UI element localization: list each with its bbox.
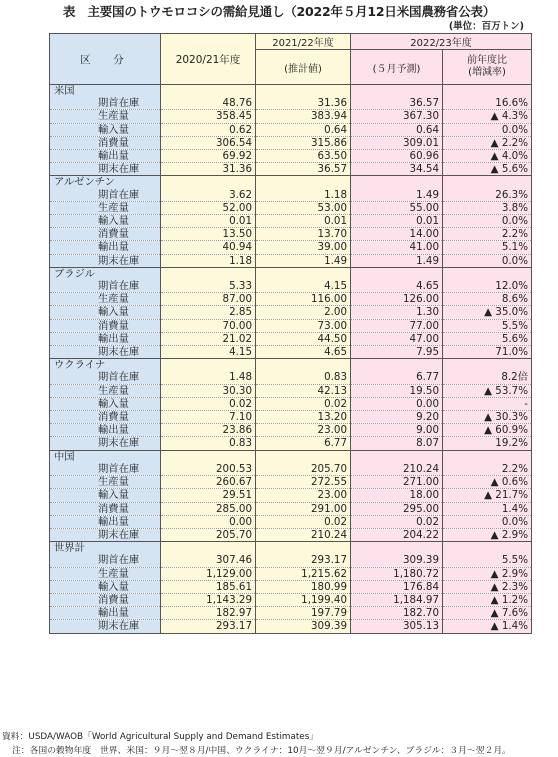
value-2020-21: 13.50 [161,228,256,241]
value-2022-23: 47.00 [351,332,443,345]
table-row [50,136,532,149]
value-2022-23: 18.00 [351,489,443,502]
row-label: 輸出量 [50,241,161,254]
value-yoy-change: ▲ 21.7% [443,489,532,502]
value-2021-22: 1.49 [256,254,351,267]
value-yoy-change: ▲ 4.3% [443,110,532,123]
table-row [50,515,532,528]
source-note: 資料：USDA/WAOB「World Agricultural Supply and Demand Estimates」 [2,732,319,742]
value-2022-23: 7.95 [351,346,443,359]
value-2022-23: 367.30 [351,110,443,123]
table-row [50,346,532,359]
row-label: 生産量 [50,384,161,397]
header-yoy-line1: 前年度比 [467,55,507,66]
value-2020-21: 285.00 [161,502,256,515]
value-yoy-change: ▲ 53.7% [443,384,532,397]
header-may-forecast: (５月予測) [351,50,443,85]
table-row [50,567,532,580]
value-2020-21: 1.48 [161,371,256,384]
table-row [50,319,532,332]
value-2020-21: 307.46 [161,554,256,567]
value-2022-23: 34.54 [351,163,443,176]
row-label: 期首在庫 [50,554,161,567]
value-2020-21: 1,129.00 [161,567,256,580]
value-2022-23: 60.96 [351,150,443,163]
value-2021-22: 0.01 [256,215,351,228]
row-label: 生産量 [50,567,161,580]
value-2021-22: 180.99 [256,580,351,593]
value-2021-22: 210.24 [256,528,351,541]
value-2022-23: 1.30 [351,306,443,319]
value-2021-22: 309.39 [256,620,351,633]
row-label: 輸出量 [50,150,161,163]
row-label: 輸入量 [50,215,161,228]
table-row [50,228,532,241]
value-2022-23: 309.39 [351,554,443,567]
table-row [50,593,532,606]
value-2022-23: 1,180.72 [351,567,443,580]
value-yoy-change: ▲ 1.4% [443,620,532,633]
header-estimate: (推計値) [256,50,351,85]
value-2021-22: 4.65 [256,346,351,359]
value-2022-23: 210.24 [351,463,443,476]
value-2020-21: 52.00 [161,201,256,214]
table-row [50,306,532,319]
empty-cell [161,359,256,372]
row-label: 輸入量 [50,123,161,136]
table-row [50,620,532,633]
table-row [50,463,532,476]
value-yoy-change: 16.6% [443,97,532,110]
table-row [50,502,532,515]
value-2020-21: 182.97 [161,607,256,620]
table-row [50,201,532,214]
value-2021-22: 42.13 [256,384,351,397]
value-yoy-change: 8.2倍 [443,371,532,384]
value-2021-22: 315.86 [256,136,351,149]
value-2021-22: 1,199.40 [256,593,351,606]
country-name: ブラジル [50,267,161,280]
row-label: 期末在庫 [50,163,161,176]
value-2020-21: 0.83 [161,437,256,450]
empty-cell [161,267,256,280]
value-yoy-change: ▲ 2.9% [443,567,532,580]
empty-cell [351,542,443,555]
value-2021-22: 4.15 [256,280,351,293]
row-label: 消費量 [50,502,161,515]
value-2020-21: 260.67 [161,476,256,489]
row-label: 生産量 [50,293,161,306]
empty-cell [443,542,532,555]
header-2021-22: 2021/22年度 [256,34,351,50]
value-2021-22: 293.17 [256,554,351,567]
value-2020-21: 1,143.29 [161,593,256,606]
value-2022-23: 36.57 [351,97,443,110]
value-2020-21: 0.00 [161,515,256,528]
value-yoy-change: 2.2% [443,463,532,476]
value-2022-23: 55.00 [351,201,443,214]
value-yoy-change: - [443,397,532,410]
table-row [50,580,532,593]
table-row [50,424,532,437]
empty-cell [256,542,351,555]
empty-cell [443,359,532,372]
value-yoy-change: ▲ 2.2% [443,136,532,149]
header-yoy [443,50,532,85]
table-title: 表 主要国のトウモロコシの需給見通し（2022年５月12日米国農務省公表） [62,4,496,19]
value-2021-22: 31.36 [256,97,351,110]
empty-cell [351,450,443,463]
row-label: 期末在庫 [50,254,161,267]
table-row [50,150,532,163]
country-name: アルゼンチン [50,176,161,189]
row-label: 輸入量 [50,306,161,319]
value-2022-23: 77.00 [351,319,443,332]
row-label: 生産量 [50,476,161,489]
value-2021-22: 291.00 [256,502,351,515]
value-yoy-change: 71.0% [443,346,532,359]
value-2022-23: 309.01 [351,136,443,149]
value-2020-21: 40.94 [161,241,256,254]
value-2021-22: 0.64 [256,123,351,136]
header-2020-21: 2020/21年度 [161,34,256,85]
value-2021-22: 272.55 [256,476,351,489]
row-label: 期末在庫 [50,437,161,450]
value-2022-23: 0.00 [351,397,443,410]
empty-cell [161,176,256,189]
value-2021-22: 383.94 [256,110,351,123]
table-row [50,97,532,110]
value-2022-23: 8.07 [351,437,443,450]
value-2022-23: 0.64 [351,123,443,136]
value-2022-23: 0.01 [351,215,443,228]
value-2020-21: 1.18 [161,254,256,267]
value-2021-22: 0.83 [256,371,351,384]
value-yoy-change: 1.4% [443,502,532,515]
table-row [50,384,532,397]
value-2021-22: 13.70 [256,228,351,241]
value-2022-23: 1.49 [351,189,443,202]
table-row [50,489,532,502]
value-yoy-change: 3.8% [443,201,532,214]
row-label: 期末在庫 [50,528,161,541]
value-2022-23: 182.70 [351,607,443,620]
table-header [50,34,532,85]
value-2022-23: 6.77 [351,371,443,384]
value-2020-21: 185.61 [161,580,256,593]
table-row [50,241,532,254]
country-header-row [50,267,532,280]
country-name: 世界計 [50,542,161,555]
empty-cell [256,267,351,280]
value-2022-23: 1.49 [351,254,443,267]
value-2020-21: 3.62 [161,189,256,202]
empty-cell [443,267,532,280]
row-label: 輸入量 [50,580,161,593]
table-row [50,411,532,424]
value-2022-23: 9.00 [351,424,443,437]
value-2021-22: 1,215.62 [256,567,351,580]
value-2022-23: 19.50 [351,384,443,397]
header-2022-23: 2022/23年度 [351,34,532,50]
unit-note: (単位：百万トン) [448,21,524,32]
value-2022-23: 204.22 [351,528,443,541]
value-2021-22: 205.70 [256,463,351,476]
value-2021-22: 53.00 [256,201,351,214]
empty-cell [256,176,351,189]
value-2021-22: 2.00 [256,306,351,319]
table-row [50,397,532,410]
value-2022-23: 14.00 [351,228,443,241]
value-yoy-change: ▲ 1.2% [443,593,532,606]
row-label: 生産量 [50,201,161,214]
row-label: 輸出量 [50,515,161,528]
value-2020-21: 29.51 [161,489,256,502]
value-yoy-change: 0.0% [443,254,532,267]
value-yoy-change: 0.0% [443,215,532,228]
value-2020-21: 48.76 [161,97,256,110]
value-2021-22: 116.00 [256,293,351,306]
value-2022-23: 176.84 [351,580,443,593]
value-2021-22: 39.00 [256,241,351,254]
supply-demand-table [49,33,532,634]
country-header-row [50,359,532,372]
empty-cell [443,85,532,98]
table-row [50,437,532,450]
value-2021-22: 197.79 [256,607,351,620]
empty-cell [351,85,443,98]
country-name: 中国 [50,450,161,463]
row-label: 消費量 [50,228,161,241]
value-2021-22: 63.50 [256,150,351,163]
value-2020-21: 0.01 [161,215,256,228]
value-2022-23: 9.20 [351,411,443,424]
value-yoy-change: ▲ 2.3% [443,580,532,593]
value-2020-21: 293.17 [161,620,256,633]
value-2021-22: 0.02 [256,397,351,410]
value-2021-22: 23.00 [256,489,351,502]
value-yoy-change: ▲ 5.6% [443,163,532,176]
value-2021-22: 6.77 [256,437,351,450]
row-label: 消費量 [50,319,161,332]
row-label: 輸出量 [50,332,161,345]
empty-cell [351,267,443,280]
value-yoy-change: 5.1% [443,241,532,254]
table-row [50,110,532,123]
value-2022-23: 126.00 [351,293,443,306]
row-label: 消費量 [50,136,161,149]
value-2021-22: 13.20 [256,411,351,424]
value-2020-21: 2.85 [161,306,256,319]
value-2020-21: 23.86 [161,424,256,437]
table-row [50,215,532,228]
value-yoy-change: 5.6% [443,332,532,345]
value-2020-21: 4.15 [161,346,256,359]
table-row [50,293,532,306]
table-row [50,280,532,293]
value-2022-23: 1,184.97 [351,593,443,606]
value-2020-21: 0.62 [161,123,256,136]
row-label: 消費量 [50,593,161,606]
value-yoy-change: 5.5% [443,319,532,332]
country-header-row [50,450,532,463]
empty-cell [161,542,256,555]
value-yoy-change: ▲ 4.0% [443,150,532,163]
value-2022-23: 4.65 [351,280,443,293]
country-header-row [50,542,532,555]
value-2020-21: 306.54 [161,136,256,149]
footnote: 注：各国の穀物年度 世界、米国：９月～翌８月/中国、ウクライナ：10月～翌９月/アルゼンチン、ブラジル：３月～翌２月。 [12,746,511,756]
value-2022-23: 305.13 [351,620,443,633]
row-label: 期首在庫 [50,463,161,476]
row-label: 期末在庫 [50,620,161,633]
value-2022-23: 295.00 [351,502,443,515]
value-yoy-change: 5.5% [443,554,532,567]
value-yoy-change: ▲ 7.6% [443,607,532,620]
table-row [50,189,532,202]
empty-cell [351,359,443,372]
header-kubun: 区 分 [50,34,161,85]
value-2021-22: 36.57 [256,163,351,176]
value-2020-21: 30.30 [161,384,256,397]
value-2021-22: 1.18 [256,189,351,202]
value-2020-21: 21.02 [161,332,256,345]
row-label: 消費量 [50,411,161,424]
row-label: 輸出量 [50,607,161,620]
value-yoy-change: ▲ 60.9% [443,424,532,437]
value-yoy-change: 8.6% [443,293,532,306]
row-label: 期首在庫 [50,97,161,110]
value-2020-21: 5.33 [161,280,256,293]
value-2021-22: 44.50 [256,332,351,345]
value-2021-22: 0.02 [256,515,351,528]
value-yoy-change: ▲ 0.6% [443,476,532,489]
empty-cell [161,85,256,98]
row-label: 期首在庫 [50,280,161,293]
value-yoy-change: ▲ 35.0% [443,306,532,319]
row-label: 生産量 [50,110,161,123]
country-header-row [50,85,532,98]
table-row [50,607,532,620]
table-row [50,554,532,567]
country-header-row [50,176,532,189]
empty-cell [256,359,351,372]
value-2022-23: 41.00 [351,241,443,254]
value-yoy-change: 2.2% [443,228,532,241]
value-2020-21: 69.92 [161,150,256,163]
empty-cell [256,85,351,98]
value-2020-21: 31.36 [161,163,256,176]
value-2020-21: 70.00 [161,319,256,332]
value-yoy-change: 0.0% [443,515,532,528]
value-2020-21: 358.45 [161,110,256,123]
table-row [50,123,532,136]
table-body [50,85,532,634]
empty-cell [351,176,443,189]
empty-cell [256,450,351,463]
empty-cell [443,176,532,189]
table-row [50,254,532,267]
value-2020-21: 205.70 [161,528,256,541]
table-row [50,476,532,489]
value-2022-23: 271.00 [351,476,443,489]
value-2020-21: 87.00 [161,293,256,306]
value-2022-23: 0.02 [351,515,443,528]
header-yoy-line2: (増減率) [468,67,506,78]
country-name: 米国 [50,85,161,98]
value-yoy-change: 19.2% [443,437,532,450]
table-row [50,163,532,176]
value-2020-21: 0.02 [161,397,256,410]
row-label: 期首在庫 [50,189,161,202]
value-yoy-change: ▲ 30.3% [443,411,532,424]
empty-cell [443,450,532,463]
value-yoy-change: ▲ 2.9% [443,528,532,541]
value-yoy-change: 0.0% [443,123,532,136]
table-row [50,332,532,345]
value-yoy-change: 12.0% [443,280,532,293]
value-yoy-change: 26.3% [443,189,532,202]
value-2020-21: 200.53 [161,463,256,476]
empty-cell [161,450,256,463]
row-label: 期末在庫 [50,346,161,359]
row-label: 期首在庫 [50,371,161,384]
table-row [50,528,532,541]
table-row [50,371,532,384]
value-2021-22: 73.00 [256,319,351,332]
value-2020-21: 7.10 [161,411,256,424]
row-label: 輸入量 [50,397,161,410]
country-name: ウクライナ [50,359,161,372]
value-2021-22: 23.00 [256,424,351,437]
row-label: 輸入量 [50,489,161,502]
row-label: 輸出量 [50,424,161,437]
